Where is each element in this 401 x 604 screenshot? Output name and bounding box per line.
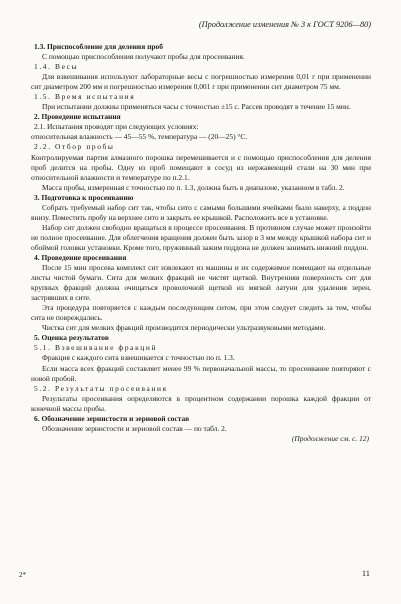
- section-2-heading: 2. Проведение испытания: [34, 112, 121, 122]
- section-4-heading: 4. Проведение просеивания: [34, 252, 127, 262]
- paragraph-3a: Собрать требуемый набор сит так, чтобы сито с самыми большими ячейками было наверху, а поддон внизу. Поместить пробу на верхнее сито и закрыть ее крышкой. Расположить все в установке.: [31, 202, 371, 222]
- section-5-1-heading: 5.1. Взвешивание фракций: [34, 343, 158, 353]
- paragraph-4a: После 15 мин просева комплект сит извлекают из машины и их содержимое помещают на отдельные листы чистой бумаги. Сита для мелких фракций не чистят щеткой. Внутренняя поверхность сит для крупных фракций должна очищаться проволочной щеткой из мягкой латуни для удаления зерен, застрявших в сите.: [31, 263, 371, 303]
- page-number: 11: [361, 568, 370, 578]
- paragraph-1-3: С помощью приспособления получают пробы для просеивания.: [42, 52, 245, 62]
- paragraph-1-4: Для взвешивания используют лабораторные весы с погрешностью измерения 0,01 г при применении сит диаметром 200 мм и погрешностью измерения 0,001 г при применении сит диаметром 75 мм.: [31, 72, 371, 92]
- section-6-heading: 6. Обозначение зернистости и зерновой состав: [34, 413, 190, 423]
- running-header: (Продолжение изменения № 3 к ГОСТ 9206—80): [198, 20, 371, 29]
- section-2-1-heading: 2.1. Испытания проводят при следующих условиях:: [34, 122, 199, 132]
- document-body: [31, 42, 371, 444]
- paragraph-2-2a: Контролируемая партия алмазного порошка перемешивается и с помощью приспособления для деления проб делится на пробы. Одну из проб помещают в сосуд из нержавеющей стали на 30 мин при относительной влажности и температуре по п.2.1.: [31, 152, 371, 182]
- paragraph-3b: Набор сит должен свободно вращаться в процессе просеивания. В противном случае может произойти не полное просеивание. Для облегчения вращения должен быть зазор в 3 мм между крышкой набора сит и обоймой головки установки. Кроме того, пружинный зажим поддона не должен занимать нижний поддон.: [31, 222, 371, 252]
- paragraph-5-1b: Если масса всех фракций составляет менее 99 % первоначальной массы, то просеивание повторяют с новой пробой.: [31, 363, 371, 383]
- section-1-5-heading: 1.5. Время испытания: [34, 92, 136, 102]
- section-5-2-heading: 5.2. Результаты просеивания: [34, 383, 168, 393]
- section-1-4-heading: 1.4. Весы: [34, 62, 79, 72]
- paragraph-5-1a: Фракция с каждого сита взвешивается с точностью по п. 1.3.: [42, 353, 235, 363]
- paragraph-4b: Эта процедура повторяется с каждым последующим ситом, при этом следует следить за тем, чтобы сита не повреждались.: [31, 303, 371, 323]
- section-5-heading: 5. Оценка результатов: [34, 333, 109, 343]
- paragraph-2-2b: Масса пробы, измеренная с точностью по п. 1.3, должна быть в диапазоне, указанном в табл. 2.: [42, 182, 345, 192]
- section-2-2-heading: 2.2. Отбор пробы: [34, 142, 115, 152]
- section-3-heading: 3. Подготовка к просеиванию: [34, 192, 134, 202]
- paragraph-4c: Чистка сит для мелких фракций производится периодически ультразвуковыми методами.: [42, 323, 326, 333]
- paragraph-6: Обозначение зернистости и зерновой состав — по табл. 2.: [42, 423, 227, 433]
- paragraph-1-5: При испытании должны применяться часы с точностью ±15 с. Рассев проводят в течение 15 мин.: [42, 102, 351, 112]
- signature-mark: 2*: [19, 571, 26, 579]
- continuation-note: (Продолжение см. с. 12): [291, 433, 369, 443]
- paragraph-5-2: Результаты просеивания определяются в процентном содержании порошка каждой фракции от конечной массы пробы.: [31, 393, 371, 413]
- section-1-3-heading: 1.3. Приспособление для деления проб: [34, 42, 163, 51]
- paragraph-2-1: относительная влажность — 45—55 %, температура — (20—25) °С.: [31, 132, 248, 142]
